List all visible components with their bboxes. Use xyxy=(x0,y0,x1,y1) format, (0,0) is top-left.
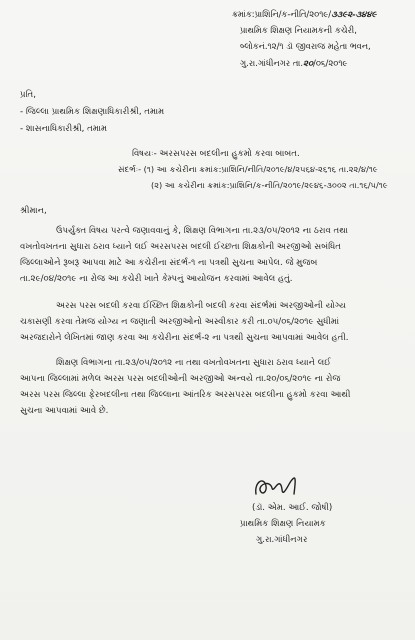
date-handwritten: ૨૦ xyxy=(303,58,313,68)
place-date xyxy=(240,58,347,69)
signatory-title: પ્રાથમિક શિક્ષણ નિયામક xyxy=(240,519,326,529)
salutation: શ્રીમાન, xyxy=(20,206,47,216)
paragraph-3-line-1: શિક્ષણ વિભાગના તા.૨૩/૦૫/૨૦૧૨ ના તથા વખતોવખતના સુધારા ઠરાવ ધ્યાને લઈ xyxy=(56,358,331,368)
reference-2: (૨) આ કચેરીના ક્રમાંક:પ્રાશિનિ/ક-નીતિ/૨૦૧૯/૨૯૪૬-૩૦૦૨ તા.૧૬/૫/૧૯ xyxy=(151,180,388,190)
paragraph-2-line-2: ચકાસણી કરવા તેમજ યોગ્ય ન જણાતી અરજીઓનો અસ્વીકાર કરી તા.૦૫/૦૬/૨૦૧૯ સુધીમાં xyxy=(20,317,340,327)
to-label: પ્રતિ, xyxy=(20,90,36,100)
subject-line: વિષયઃ- અરસપરસ બદલીના હુકમો કરવા બાબત. xyxy=(132,149,300,159)
paragraph-3-line-3: અરસ પરસ જિલ્લા ફેરબદલીના તથા જિલ્લાના આંતરિક અરસપરસ બદલીના હુકમો કરવા આથી xyxy=(20,390,351,400)
reference-handwritten: ૩૩૯૨-૩૪૪૯ xyxy=(331,9,377,19)
paragraph-1-line-3: જિલ્લાઓને રૂબરૂ આપવા માટે આ કચેરીના સંદર્ભ-૧ ના પત્રથી સુચના આપેલ. જે મુજબ xyxy=(20,258,318,268)
office-address: બ્લોકનં.૧૨/૧ ડૉ જીવરાજ મહેતા ભવન, xyxy=(240,41,371,51)
paragraph-1-line-4: તા.૨૯/૦૪/૨૦૧૯ ના રોજ આ કચેરી ખાતે કેમ્પનું આયોજન કરવામાં આવેલ હતું. xyxy=(20,274,293,284)
reference-number xyxy=(232,9,377,20)
paragraph-2-line-1: અરસ પરસ બદલી કરવા ઈચ્છિત શિક્ષકોની બદલી કરવા સંદર્ભમાં અરજીઓની યોગ્ય xyxy=(56,301,347,311)
place-date-prefix: ગુ.રા.ગાંધીનગર તા. xyxy=(240,58,304,68)
reference-1: સંદર્ભઃ- (૧) આ કચેરીના ક્રમાંક:પ્રાશિનિ/નીતિ/૨૦૧૯/૪/૨૫૬૪-૨૬૧૬ તા.૨૨/૪/૧૯ xyxy=(118,164,378,174)
paragraph-3-line-2: આપના જિલ્લામાં મળેલ અરસ પરસ બદલીઓની અરજીઓ અન્વયે તા.૨૦/૦૬/૨૦૧૯ ના રોજ xyxy=(20,374,341,384)
reference-prefix: ક્રમાંક:પ્રાશિનિ/ક-નીતિ/૨૦૧૯/ xyxy=(232,9,332,19)
recipient-2: - શાસનાધિકારીશ્રી, તમામ xyxy=(20,124,108,134)
handwritten-signature xyxy=(250,472,310,500)
signatory-place: ગુ.રા.ગાંધીનગર xyxy=(256,535,308,545)
paragraph-3-line-4: સુચના આપવામાં આવે છે. xyxy=(20,406,109,416)
date-suffix: /૦૬/૨૦૧૯ xyxy=(313,58,348,68)
recipient-1: - જિલ્લા પ્રાથમિક શિક્ષણાધિકારીશ્રી, તમામ xyxy=(20,107,165,117)
paragraph-1-line-1: ઉપર્યુક્ત વિષય પરત્વે જણાવવાનું કે, શિક્ષણ વિભાગના તા.૨૩/૦૫/૨૦૧૨ ના ઠરાવ તથા xyxy=(56,226,348,236)
signatory-name: (ડૉ. એમ. આઈ. જોષી) xyxy=(252,503,333,513)
office-name: પ્રાથમિક શિક્ષણ નિયામકની કચેરી, xyxy=(240,25,357,35)
paragraph-1-line-2: વખતોવખતના સુધારા ઠરાવ ધ્યાને લઈ અરસપરસ બદલી ઈચ્છતા શિક્ષકોની અરજીઓ સબંધિત xyxy=(20,242,341,252)
paragraph-2-line-3: અરજદારોને લેખિતમાં જાણ કરવા આ કચેરીના સંદર્ભ-૨ ના પત્રથી સુચના આપવામાં આવેલ હતી. xyxy=(20,333,349,343)
